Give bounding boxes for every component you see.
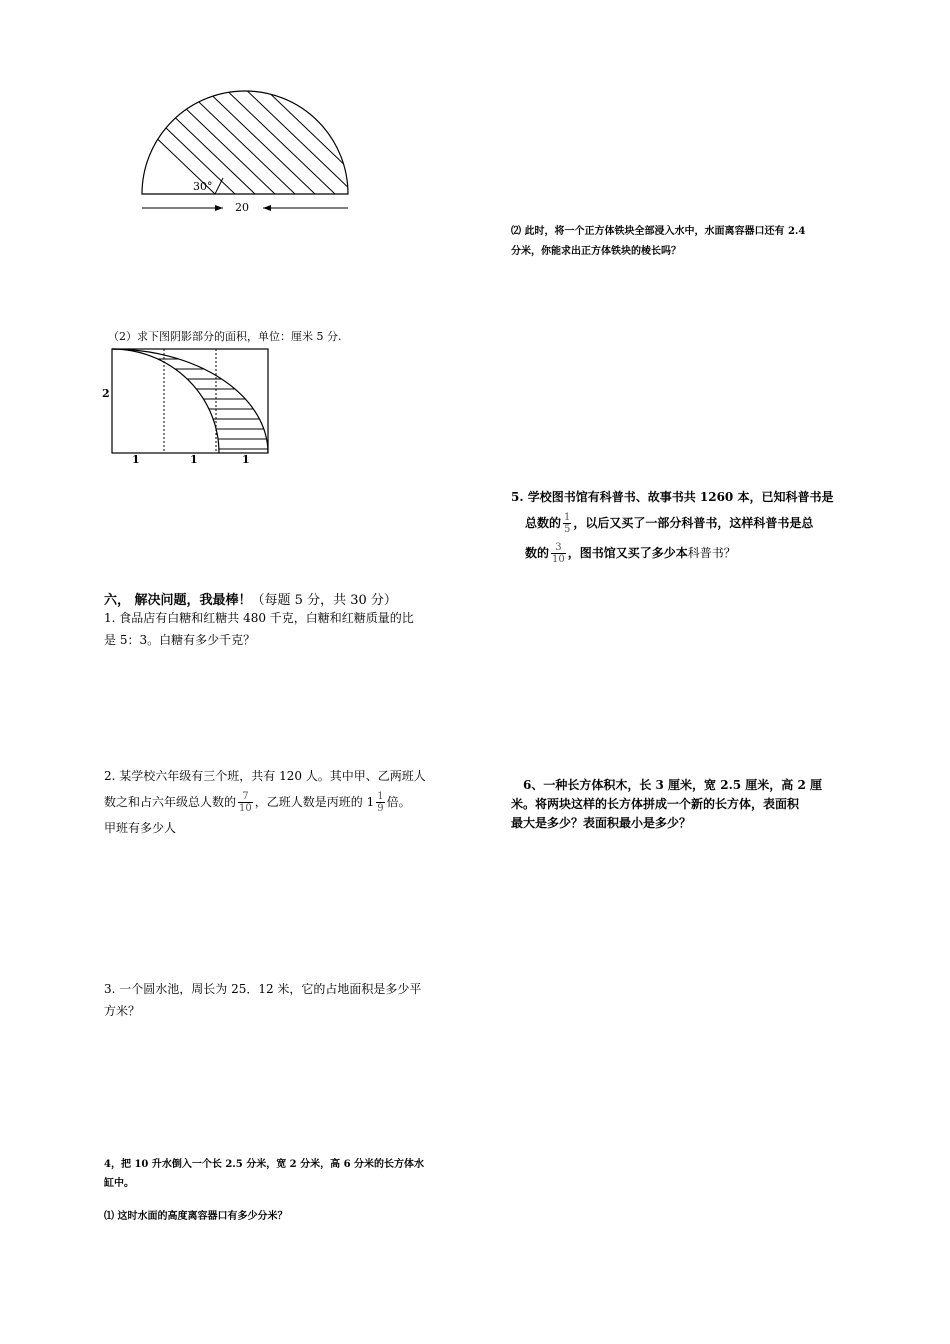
q4-sub1: ⑴ 这时水面的高度离容器口有多少分米？	[104, 1211, 288, 1222]
q6-line1: 6、一种长方体积木，长 3 厘米，宽 2.5 厘米，高 2 厘	[523, 778, 822, 792]
fraction: $\frac{7}{10}$	[239, 791, 252, 814]
question-4	[104, 1155, 454, 1226]
bottom-label-2: 1	[190, 453, 198, 465]
question-2	[104, 765, 454, 839]
question-6	[511, 776, 861, 833]
q5-line3	[511, 538, 861, 568]
q6-line2: 米。将两块这样的长方体拼成一个新的长方体，表面积	[511, 797, 800, 811]
q4-2-line2: 分米，你能求出正方体铁块的棱长吗？	[511, 246, 681, 257]
q5-line3a: 数的	[525, 546, 550, 560]
q1-line1: 1. 食品店有白糖和红糖共 480 千克，白糖和红糖质量的比	[104, 611, 414, 625]
q2-line2	[104, 787, 454, 817]
figure2-caption: （2）求下图阴影部分的面积，单位：厘米 5 分.	[108, 330, 342, 343]
q4-line1: 4，把 10 升水倒入一个长 2.5 分米，宽 2 分米，高 6 分米的长方体水	[104, 1159, 425, 1170]
q5-line3b: ，图书馆又买了多少本	[567, 546, 688, 560]
q6-line3: 最大是多少？表面积最小是多少？	[511, 816, 692, 830]
q5-line2a: 总数的	[525, 516, 562, 530]
bottom-label-3: 1	[242, 453, 250, 465]
fraction: $\frac{1}{5}$	[564, 512, 571, 535]
section-title: 六， 解决问题，我最棒！	[104, 593, 252, 608]
question-4-part-2	[511, 222, 861, 262]
section-score: （每题 5 分，共 30 分）	[251, 593, 397, 608]
fraction: $\frac{3}{10}$	[552, 542, 565, 565]
side-label: 2	[102, 387, 110, 400]
bottom-label-1: 1	[132, 453, 140, 465]
q3-line1: 3. 一个圆水池，周长为 25．12 米，它的占地面积是多少平	[104, 982, 422, 996]
semicircle-figure	[135, 80, 355, 220]
fraction: $\frac{1}{9}$	[377, 791, 384, 814]
q2-line2c: 倍。	[386, 795, 411, 809]
q2-line3: 甲班有多少人	[104, 821, 177, 835]
angle-label: 30°	[193, 180, 213, 193]
q4-2-line1: ⑵ 此时，将一个正方体铁块全部浸入水中，水面离容器口还有 2.4	[511, 226, 806, 237]
q2-line1: 2. 某学校六年级有三个班，共有 120 人。其中甲、乙两班人	[104, 769, 426, 783]
question-1	[104, 607, 449, 651]
q5-line2b: ，以后又买了一部分科普书，这样科普书是总	[573, 516, 814, 530]
q5-line3c: 科普书？	[687, 546, 736, 560]
q2-line2a: 数之和占六年级总人数的	[104, 795, 237, 809]
q3-line2: 方米？	[104, 1004, 141, 1018]
q5-line2	[511, 508, 861, 538]
question-5	[511, 486, 861, 568]
q4-line2: 缸中。	[104, 1178, 134, 1189]
q1-line2: 是 5：3。白糖有多少千克？	[104, 633, 256, 647]
rectangle-figure	[98, 345, 278, 465]
q2-line2b: ，乙班人数是丙班的 1	[254, 795, 375, 809]
length-label: 20	[235, 201, 249, 214]
q5-line1: 5. 学校图书馆有科普书、故事书共 1260 本，已知科普书是	[511, 490, 834, 504]
question-3	[104, 978, 449, 1022]
